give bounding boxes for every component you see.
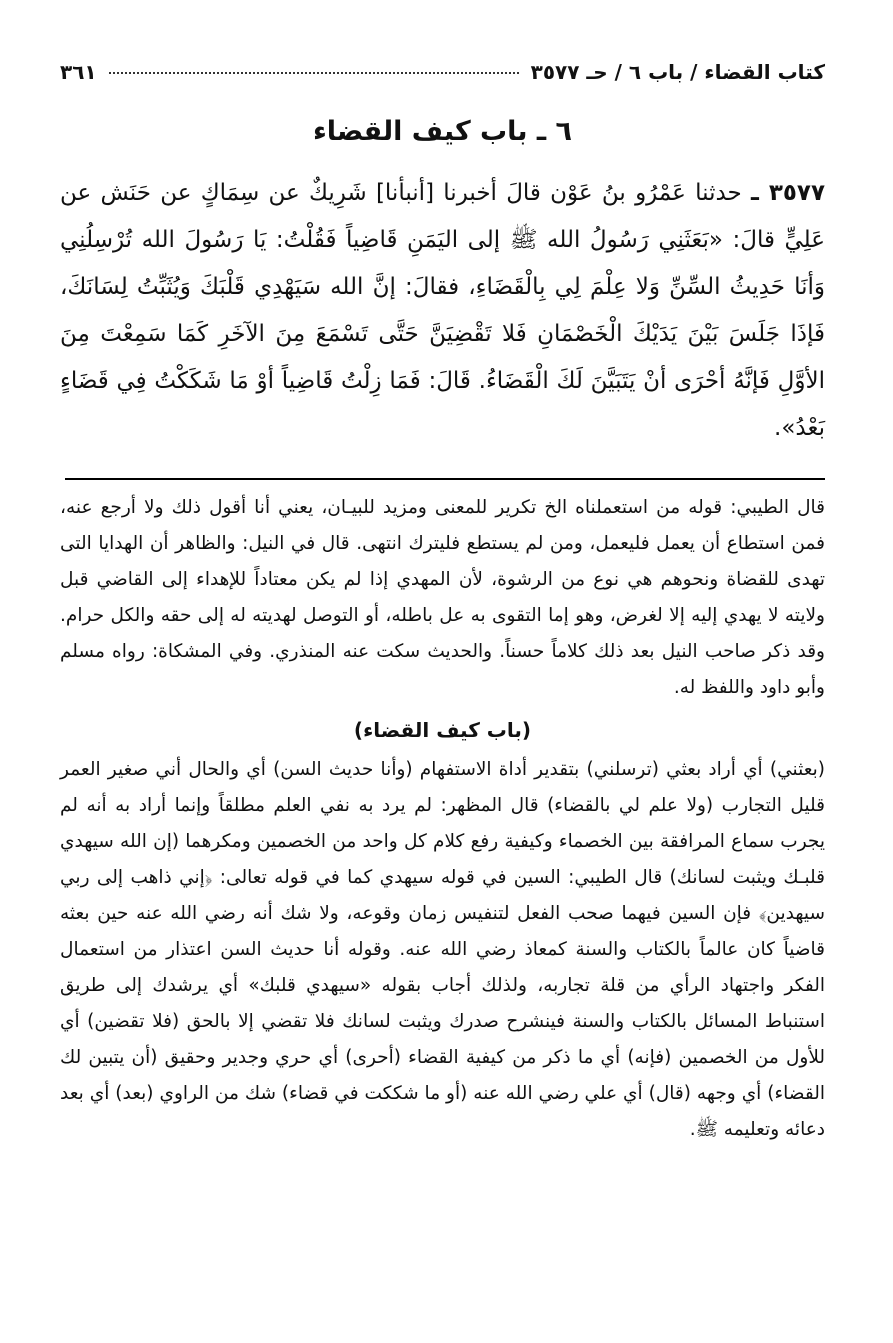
running-header: [60, 60, 825, 98]
book-page: [60, 60, 825, 1148]
chapter-title: ٦ ـ باب كيف القضاء: [313, 116, 572, 147]
commentary-paragraph-2: (بعثني) أي أراد بعثي (ترسلني) بتقدير أداة الاستفهام (وأنا حديث السن) أي والحال أني صغير العمر قليل التجارب (ولا علم لي بالقضاء) قال المظهر: لم يرد به نفي العلم مطلقاً وإنما أراد به أنه لم يجرب سماع المرافقة بين الخصماء وكيفية رفع كلام كل واحد من الخصمين ومكرهما (إن الله سيهدي قلبـك ويثبت لسانك) قال الطيبي: السين في قوله سيهدي كما في قوله تعالى: ﴿إني ذاهب إلى ربي سيهدين﴾ فإن السين فيهما صحب الفعل لتنفيس زمان وقوعه، ولا شك أنه رضي الله عنه حين بعثه قاضياً كان عالماً بالكتاب والسنة كمعاذ رضي الله عنه. وقوله أنا حديث السن اعتذار من استعمال الفكر واجتهاد الرأي من قلة تجاربه، ولذلك أجاب بقوله «سيهدي قلبك» أي يرشدك إلى طريق استنباط المسائل بالكتاب والسنة فينشرح صدرك ويثبت لسانك فلا تقضي إلا بالحق (فلا تقضين) أي للأول من الخصمين (فإنه) أي ما ذكر من كيفية القضاء (أحرى) أي حري وجدير وحقيق (أن يتبين لك القضاء) أي وجهه (قال) أي علي رضي الله عنه (أو ما شككت في قضاء) شك من الراوي (بعد) أي بعد دعائه وتعليمه ﷺ.: [60, 759, 825, 1140]
hadith-body: حدثنا عَمْرُو بنُ عَوْن قالَ أخبرنا [أنبأنا] شَرِيكٌ عن سِمَاكٍ عن حَنَش عن عَلِيٍّ قالَ: «بَعَثَنِي رَسُولُ الله ﷺ إلى اليَمَنِ قَاضِياً فَقُلْتُ: يَا رَسُولَ الله تُرْسِلُنِي وَأنَا حَدِيثُ السِّنِّ وَلا عِلْمَ لِي بِالْقَضَاءِ، فقالَ: إنَّ الله سَيَهْدِي قَلْبَكَ وَيُثَبِّتُ لِسَانَكَ، فَإذَا جَلَسَ بَيْنَ يَدَيْكَ الْخَصْمَانِ فَلا تَقْضِيَنَّ حَتَّى تَسْمَعَ مِنَ الآخَرِ كَمَا سَمِعْتَ مِنَ الأوَّلِ فَإنَّهُ أحْرَى أنْ يَتَبَيَّنَ لَكَ الْقَضَاءُ. قَالَ: فَمَا زِلْتُ قَاضِياً أوْ مَا شَكَكْتُ فِي قَضَاءٍ بَعْدُ».: [60, 180, 825, 441]
commentary-paragraph-1: قال الطيبي: قوله من استعملناه الخ تكرير للمعنى ومزيد للبيـان، يعني أنا أقول ذلك ولا أرجع عنه، فمن استطاع أن يعمل فليعمل، ومن لم يستطع فليترك انتهى. قال في النيل: والظاهر أن الهدايا التى تهدى للقضاة ونحوهم هي نوع من الرشوة، لأن المهدي إذا لم يكن معتاداً للإهداء إلى القاضي قبل ولايته لا يهدي إليه إلا لغرض، وهو إما التقوى به عل باطله، أو التوصل لهديته له إلى حقه والكل حرام. وقد ذكر صاحب النيل بعد ذلك كلاماً حسناً. والحديث سكت عنه المنذري. وفي المشكاة: رواه مسلم وأبو داود واللفظ له.: [60, 497, 825, 698]
hadith-text: [60, 170, 825, 452]
page-number: ٣٦١: [60, 60, 97, 84]
running-header-title: كتاب القضاء / باب ٦ / حـ ٣٥٧٧: [530, 60, 825, 84]
commentary-subheading: (باب كيف القضاء): [353, 718, 532, 742]
hadith-number: ٣٥٧٧ ـ: [751, 180, 825, 206]
footnote-divider: [65, 478, 825, 480]
leader-dots: [109, 72, 519, 74]
